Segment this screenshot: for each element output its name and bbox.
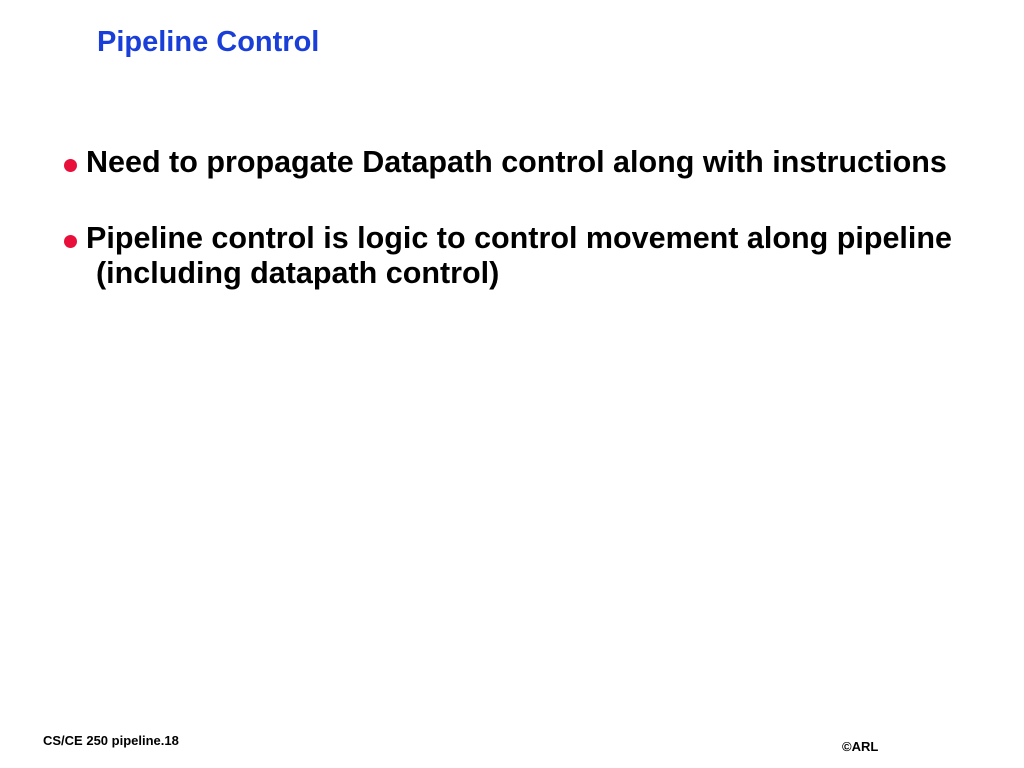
- slide-title: Pipeline Control: [97, 26, 320, 58]
- footer-slide-label: CS/CE 250 pipeline.18: [43, 733, 179, 748]
- bullet-text: Need to propagate Datapath control along with instructions: [86, 145, 947, 179]
- bullet-item: [62, 221, 962, 291]
- bullet-dot-icon: [64, 235, 77, 248]
- bullet-item: [62, 145, 962, 180]
- footer-copyright: ©ARL: [842, 739, 879, 754]
- bullet-text: Pipeline control is logic to control movement along pipeline (including datapath control): [86, 221, 952, 290]
- bullet-list: [62, 145, 962, 332]
- bullet-dot-icon: [64, 159, 77, 172]
